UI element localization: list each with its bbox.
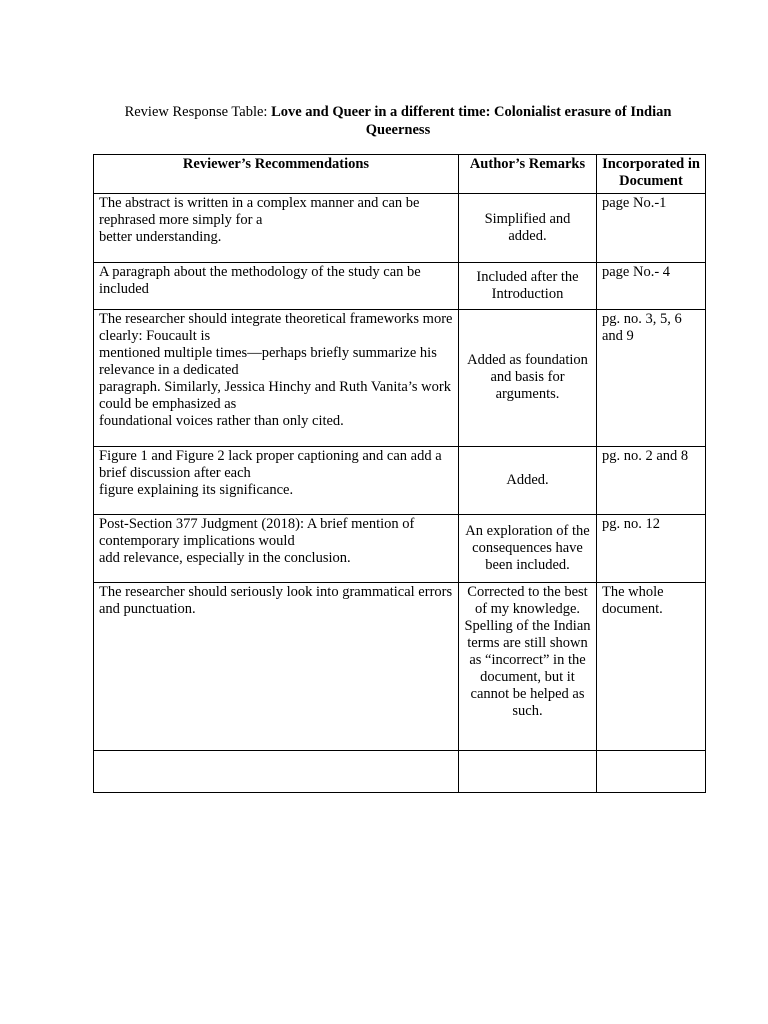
remark-cell: Added. (459, 447, 597, 515)
header-incorporated: Incorporated in Document (597, 155, 706, 194)
page-title (96, 103, 700, 139)
recommendation-line: Figure 1 and Figure 2 lack proper captioning and can add a brief discussion after each (99, 448, 442, 481)
recommendation-line: The researcher should integrate theoretical frameworks more clearly: Foucault is (99, 311, 453, 344)
incorporated-cell: pg. no. 12 (597, 515, 706, 583)
recommendation-cell (94, 310, 459, 447)
recommendation-line: better understanding. (99, 229, 222, 245)
remark-cell: Added as foundation and basis for arguments. (459, 310, 597, 447)
incorporated-cell: pg. no. 3, 5, 6 and 9 (597, 310, 706, 447)
recommendation-cell (94, 194, 459, 263)
incorporated-cell: page No.-1 (597, 194, 706, 263)
table-row-empty (94, 751, 706, 793)
remark-cell (459, 751, 597, 793)
recommendation-cell (94, 583, 459, 751)
incorporated-cell: The whole document. (597, 583, 706, 751)
recommendation-line: Post-Section 377 Judgment (2018): A brief mention of contemporary implications would (99, 516, 415, 549)
incorporated-cell: pg. no. 2 and 8 (597, 447, 706, 515)
incorporated-cell: page No.- 4 (597, 263, 706, 310)
remark-cell: Included after the Introduction (459, 263, 597, 310)
table-row (94, 447, 706, 515)
recommendation-cell (94, 263, 459, 310)
table-row (94, 310, 706, 447)
header-recommendations: Reviewer’s Recommendations (94, 155, 459, 194)
table-header-row (94, 155, 706, 194)
table-row (94, 263, 706, 310)
table-row (94, 583, 706, 751)
recommendation-line: The researcher should seriously look into grammatical errors and punctuation. (99, 584, 453, 617)
recommendation-line: foundational voices rather than only cited. (99, 413, 344, 429)
remark-cell: Simplified and added. (459, 194, 597, 263)
recommendation-line: mentioned multiple times—perhaps briefly summarize his relevance in a dedicated (99, 345, 437, 378)
recommendation-line: figure explaining its significance. (99, 482, 294, 498)
recommendation-cell (94, 515, 459, 583)
review-response-table (93, 154, 706, 793)
title-prefix: Review Response Table: (124, 104, 272, 120)
recommendation-cell (94, 447, 459, 515)
recommendation-line: The abstract is written in a complex manner and can be rephrased more simply for a (99, 195, 420, 228)
incorporated-cell (597, 751, 706, 793)
remark-cell: An exploration of the consequences have been included. (459, 515, 597, 583)
remark-cell: Corrected to the best of my knowledge. Spelling of the Indian terms are still shown as “incorrect” in the document, but it cannot be helped as such. (459, 583, 597, 751)
recommendation-line: add relevance, especially in the conclusion. (99, 550, 351, 566)
title-bold-text: Love and Queer in a different time: Colonialist erasure of Indian Queerness (271, 104, 672, 138)
recommendation-line: paragraph. Similarly, Jessica Hinchy and Ruth Vanita’s work could be emphasized as (99, 379, 451, 412)
header-remarks: Author’s Remarks (459, 155, 597, 194)
recommendation-cell (94, 751, 459, 793)
recommendation-line: A paragraph about the methodology of the study can be included (99, 264, 421, 297)
table-row (94, 515, 706, 583)
table-row (94, 194, 706, 263)
